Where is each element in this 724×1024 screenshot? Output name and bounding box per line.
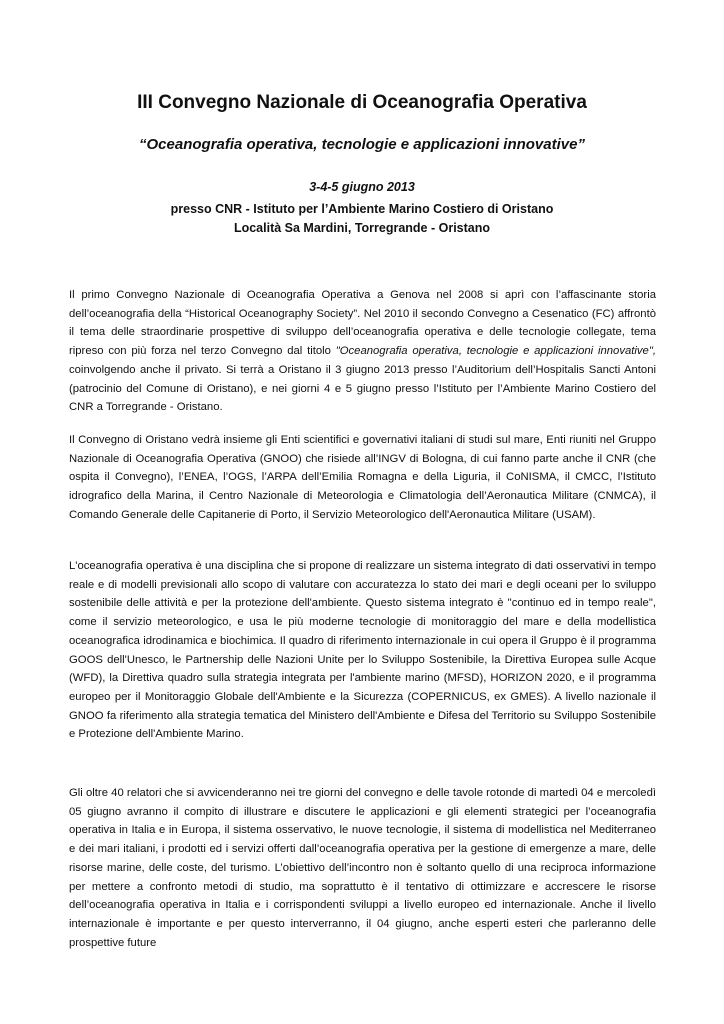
event-venue: presso CNR - Istituto per l’Ambiente Marino Costiero di Oristano bbox=[170, 202, 554, 216]
paragraph-speakers: Gli oltre 40 relatori che si avvicenderanno nei tre giorni del convegno e delle tavole rotonde di martedì 04 e mercoledì 05 giugno avranno il compito di illustrare e discutere le applicazioni e gli elementi strategici per l’oceanografia operativa in Italia e in Europa, il sistema osservativo, le nuove tecnologie, il sistema di modellistica nel Mediterraneo e dei mari italiani, i prodotti ed i servizi offerti dall’oceanografia operativa per la gestione di emergenze a mare, delle risorse marine, delle coste, del turismo. L’obiettivo dell’incontro non è soltanto quello di una reciproca informazione per mettere a confronto metodi di studio, ma soprattutto è il tentativo di ottimizzare e accrescere le risorse dell’oceanografia operativa in Italia e i corrispondenti sviluppi a livello europeo ed internazionale. Anche il livello internazionale è importante e per questo interverranno, il 04 giugno, anche esperti esteri che parleranno delle prospettive future bbox=[69, 787, 656, 949]
paragraph-participants: Il Convegno di Oristano vedrà insieme gli Enti scientifici e governativi italiani di studi sul mare, Enti riuniti nel Gruppo Nazionale di Oceanografia Operativa (GNOO) che risiede all’INGV di Bologna, di cui fanno parte anche il CNR (che ospita il Convegno), l’ENEA, l’OGS, l’ARPA dell’Emilia Romagna e della Liguria, il CoNISMA, il CMCC, l’Istituto idrografico della Marina, il Centro Nazionale di Meteorologia e Climatologia dell’Aeronautica Militare (CNMCA), il Comando Generale delle Capitanerie di Porto, il Servizio Meteorologico dell'Aeronautica Militare (USAM). bbox=[69, 434, 656, 521]
document-subtitle: “Oceanografia operativa, tecnologie e applicazioni innovative” bbox=[139, 136, 585, 153]
paragraph-history bbox=[69, 286, 656, 417]
event-dates: 3-4-5 giugno 2013 bbox=[309, 180, 415, 194]
paragraph-history-text-1: Il primo Convegno Nazionale di Oceanografia Operativa a Genova nel 2008 si aprì con l’affascinante storia dell’oceanografia della “Historical Oceanography Society”. Nel 2010 il secondo Convegno a Cesenatico (FC) affrontò il tema delle straordinarie prospettive di sviluppo dell’oceanografia operativa e delle tecnologie collegate, tema ripreso con più forza nel terzo Convegno dal titolo bbox=[69, 289, 656, 358]
document-title: III Convegno Nazionale di Oceanografia Operativa bbox=[137, 92, 587, 113]
paragraph-definition: L'oceanografia operativa è una disciplina che si propone di realizzare un sistema integrato di dati osservativi in tempo reale e di modelli previsionali allo scopo di valutare con accuratezza lo stato dei mari e degli oceani per lo sviluppo sostenibile delle attività e per la protezione dell'ambiente. Questo sistema integrato è "continuo ed in tempo reale", come il servizio meteorologico, e usa le più moderne tecnologie di monitoraggio del mare e della modellistica oceanografica idrodinamica e biochimica. Il quadro di riferimento internazionale in cui opera il Gruppo è il programma GOOS dell'Unesco, le Partnership delle Nazioni Unite per lo Sviluppo Sostenibile, la Direttiva Europea sulle Acque (WFD), la Direttiva quadro sulla strategia integrata per l'ambiente marino (MFSD), HORIZON 2020, e il programma europeo per il Monitoraggio Globale dell'Ambiente e la Sicurezza (COPERNICUS, ex GMES). A livello nazionale il GNOO fa riferimento alla strategia tematica del Ministero dell'Ambiente e Difesa del Territorio su Sviluppo Sostenibile e Protezione dell'Ambiente Marino. bbox=[69, 560, 656, 741]
paragraph-history-italic-title: "Oceanografia operativa, tecnologie e applicazioni innovative", bbox=[335, 345, 656, 358]
paragraph-history-text-2: coinvolgendo anche il privato. Si terrà a Oristano il 3 giugno 2013 presso l’Auditorium dell’Hospitalis Sancti Antoni (patrocinio del Comune di Oristano), e nei giorni 4 e 5 giugno presso l’Istituto per l’Ambiente Marino Costiero del CNR a Torregrande - Oristano. bbox=[69, 363, 656, 414]
event-location: Località Sa Mardini, Torregrande - Oristano bbox=[233, 221, 491, 235]
